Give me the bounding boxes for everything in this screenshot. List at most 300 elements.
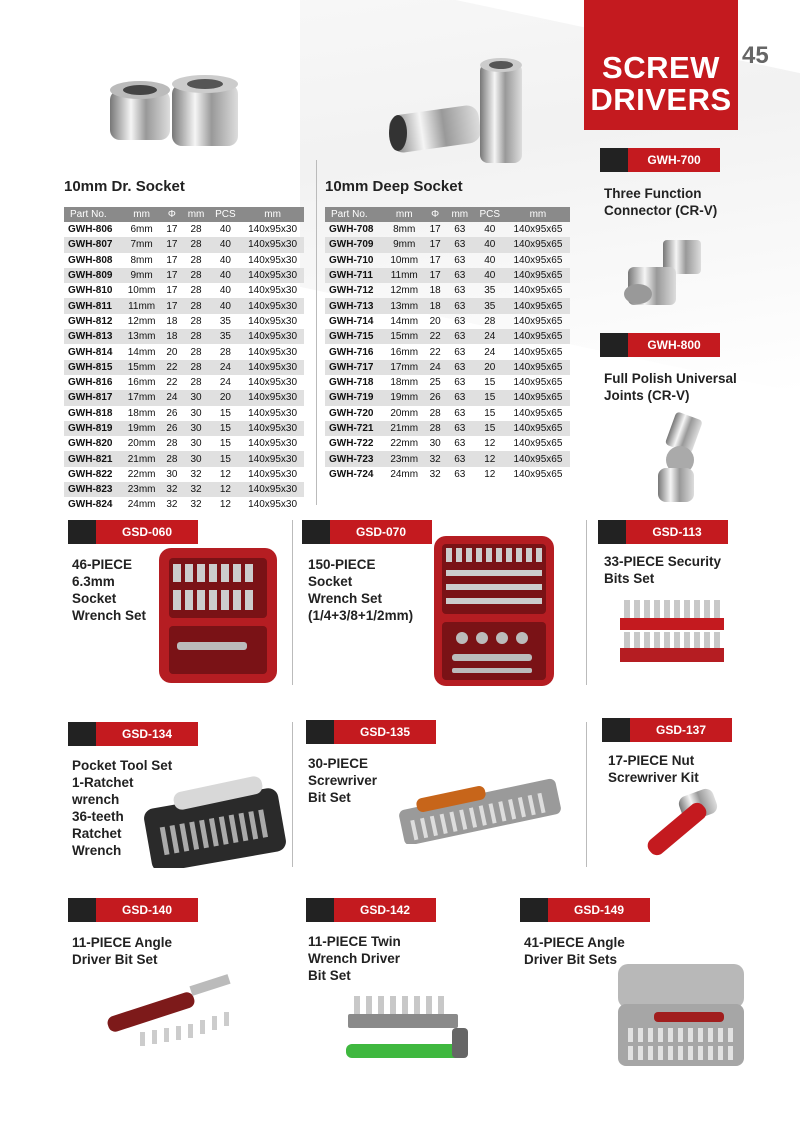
table-row — [325, 360, 570, 375]
column-header: PCS — [474, 207, 506, 222]
table-cell: 22 — [161, 360, 182, 375]
table-cell: 21mm — [122, 451, 161, 466]
part-number-cell: GWH-823 — [64, 482, 122, 497]
part-number-cell: GWH-808 — [68, 254, 113, 266]
table-cell: 63 — [446, 237, 474, 252]
table-cell: 14mm — [390, 315, 419, 327]
table-cell: 15 — [484, 377, 496, 389]
table-row — [325, 436, 570, 451]
part-number-cell: GWH-809 — [64, 268, 122, 283]
table-row — [325, 406, 570, 421]
table-cell: 21mm — [384, 421, 424, 436]
table-cell: 140x95x65 — [506, 268, 570, 283]
part-number-cell: GWH-819 — [64, 421, 122, 436]
table-cell: 32 — [182, 482, 209, 497]
table-row — [325, 390, 570, 405]
table-cell: 140x95x30 — [241, 268, 304, 283]
part-number-cell: GWH-813 — [64, 329, 122, 344]
product-code-tag: GSD-142 — [334, 898, 436, 922]
table-cell: 40 — [484, 254, 496, 266]
table-cell: 17 — [424, 268, 446, 283]
part-number-cell: GWH-814 — [68, 346, 113, 358]
table-cell: 23mm — [122, 482, 161, 497]
title-line: 150-PIECE — [308, 557, 376, 572]
title-line: Connector (CR-V) — [604, 203, 718, 218]
column-header: mm — [446, 207, 474, 222]
table-cell: 18 — [161, 329, 182, 344]
part-number-cell: GWH-715 — [325, 329, 384, 344]
table-cell: 28 — [182, 298, 209, 313]
table-cell: 32 — [429, 468, 441, 480]
product-code-tag: GSD-134 — [96, 722, 198, 746]
table-cell: 11mm — [122, 298, 161, 313]
product-code-tag: GSD-149 — [548, 898, 650, 922]
table-cell: 17 — [424, 237, 446, 252]
table-cell: 12 — [474, 451, 506, 466]
table-cell: 13mm — [384, 298, 424, 313]
title-line: Joints (CR-V) — [604, 388, 690, 403]
table-cell: 28 — [161, 451, 182, 466]
table-cell: 28 — [190, 346, 202, 358]
title-line: Screwriver — [308, 773, 378, 788]
table-cell: 140x95x65 — [506, 237, 570, 252]
socket-image — [100, 70, 250, 170]
table-cell: 140x95x65 — [506, 298, 570, 313]
product-code-tag: GSD-113 — [626, 520, 728, 544]
table-cell: 17 — [166, 285, 178, 297]
table-row — [64, 497, 304, 512]
column-header: mm — [384, 207, 424, 222]
column-header: mm — [241, 207, 304, 222]
table-cell: 18mm — [127, 407, 156, 419]
table-row — [64, 421, 304, 436]
table-cell: 9mm — [384, 237, 424, 252]
table-cell: 26 — [166, 407, 178, 419]
connector-image — [608, 232, 718, 312]
part-number-cell: GWH-719 — [325, 390, 384, 405]
column-header: PCS — [210, 207, 242, 222]
part-number-cell: GWH-821 — [64, 451, 122, 466]
table-cell: 28 — [190, 377, 202, 389]
table-row — [325, 451, 570, 466]
part-number-cell: GWH-721 — [325, 421, 384, 436]
product-title-gsd137 — [608, 752, 699, 786]
table-cell: 18 — [429, 285, 441, 297]
table-cell: 20 — [474, 360, 506, 375]
product-title-gsd142 — [308, 933, 401, 984]
table-cell: 7mm — [122, 237, 161, 252]
title-line: Bit Set — [308, 968, 351, 983]
table-cell: 32 — [424, 451, 446, 466]
table-cell: 24mm — [127, 499, 156, 511]
pocket-tool-set-image — [143, 768, 288, 868]
part-number-cell: GWH-723 — [325, 451, 384, 466]
table-row — [64, 314, 304, 329]
column-divider — [292, 722, 293, 867]
table-cell: 32 — [190, 468, 202, 480]
title-line: 46-PIECE — [72, 557, 133, 572]
table-cell: 28 — [190, 285, 202, 297]
product-title-gsd060 — [72, 556, 146, 624]
table-cell: 9mm — [122, 268, 161, 283]
table-cell: 20 — [166, 346, 178, 358]
column-divider — [586, 722, 587, 867]
table-cell: 15 — [474, 390, 506, 405]
table-cell: 140x95x30 — [241, 482, 304, 497]
table-row — [325, 237, 570, 252]
table-cell: 140x95x65 — [513, 285, 563, 297]
part-number-cell: GWH-718 — [329, 377, 374, 389]
part-number-cell: GWH-713 — [325, 298, 384, 313]
table-cell: 63 — [454, 377, 466, 389]
part-number-cell: GWH-820 — [68, 438, 113, 450]
table-cell: 140x95x65 — [506, 451, 570, 466]
table-cell: 18mm — [390, 377, 419, 389]
title-line: 30-PIECE — [308, 756, 369, 771]
table-cell: 12mm — [127, 315, 156, 327]
table-cell: 17 — [429, 224, 441, 236]
column-divider — [292, 520, 293, 685]
title-line: 17-PIECE Nut — [608, 753, 695, 768]
table-cell: 140x95x65 — [513, 254, 563, 266]
part-number-cell: GWH-711 — [325, 268, 384, 283]
table-row — [64, 375, 304, 390]
table-cell: 140x95x65 — [513, 315, 563, 327]
table-cell: 63 — [454, 285, 466, 297]
part-number-cell: GWH-714 — [329, 315, 374, 327]
product-code-tag: GSD-070 — [330, 520, 432, 544]
title-line: 41-PIECE Angle — [524, 935, 625, 950]
title-line: Wrench — [72, 843, 122, 858]
table-row — [64, 253, 304, 268]
table-cell: 8mm — [393, 224, 416, 236]
title-line: 11-PIECE Angle — [72, 935, 173, 950]
table-cell: 24mm — [390, 468, 419, 480]
table-cell: 40 — [210, 268, 242, 283]
table-cell: 15 — [219, 407, 231, 419]
table-cell: 140x95x30 — [241, 329, 304, 344]
part-number-cell: GWH-709 — [325, 237, 384, 252]
table-cell: 30 — [190, 438, 202, 450]
table-cell: 15 — [484, 407, 496, 419]
part-number-cell: GWH-708 — [329, 224, 374, 236]
product-code-tag: GSD-140 — [96, 898, 198, 922]
table-cell: 63 — [446, 451, 474, 466]
table-cell: 140x95x65 — [513, 224, 563, 236]
title-line: 6.3mm — [72, 574, 115, 589]
table-cell: 30 — [182, 451, 209, 466]
table-row — [325, 421, 570, 436]
product-title-gwh800 — [604, 370, 737, 404]
column-header: Part No. — [325, 207, 384, 222]
table-cell: 10mm — [390, 254, 419, 266]
title-line: Three Function — [604, 186, 702, 201]
socket-spec-table — [64, 207, 304, 513]
table-cell: 140x95x65 — [513, 468, 563, 480]
table-cell: 26 — [161, 421, 182, 436]
part-number-cell: GWH-724 — [329, 468, 374, 480]
table-row — [64, 222, 304, 237]
column-header: Φ — [424, 207, 446, 222]
table-cell: 24 — [219, 377, 231, 389]
table-cell: 26 — [424, 390, 446, 405]
table-row — [64, 406, 304, 421]
table-cell: 140x95x30 — [241, 360, 304, 375]
table-row — [64, 390, 304, 405]
product-title-gsd140 — [72, 934, 172, 968]
title-line: 36-teeth — [72, 809, 124, 824]
table-cell: 63 — [454, 407, 466, 419]
table-cell: 140x95x30 — [248, 438, 298, 450]
table-cell: 32 — [161, 482, 182, 497]
table-cell: 24 — [484, 346, 496, 358]
table-cell: 12 — [219, 499, 231, 511]
table-cell: 140x95x30 — [241, 421, 304, 436]
table-cell: 15 — [474, 421, 506, 436]
column-header: mm — [182, 207, 209, 222]
table-cell: 63 — [446, 268, 474, 283]
table-cell: 30 — [182, 421, 209, 436]
title-line: Ratchet — [72, 826, 122, 841]
nut-screwdriver-image — [630, 786, 730, 866]
table-cell: 13mm — [122, 329, 161, 344]
title-line: Screwriver Kit — [608, 770, 699, 785]
table-cell: 40 — [219, 224, 231, 236]
table-cell: 140x95x65 — [513, 407, 563, 419]
table-cell: 24 — [474, 329, 506, 344]
table-row — [325, 467, 570, 482]
title-line: 1-Ratchet — [72, 775, 134, 790]
table-row — [64, 467, 304, 482]
table-cell: 140x95x30 — [248, 468, 298, 480]
title-line: Wrench Set — [308, 591, 383, 606]
table-cell: 12 — [210, 482, 242, 497]
table-cell: 24 — [161, 390, 182, 405]
table-row — [64, 329, 304, 344]
table-header-row — [64, 207, 304, 222]
title-line: Wrench Set — [72, 608, 147, 623]
table-cell: 6mm — [130, 224, 153, 236]
table-cell: 11mm — [384, 268, 424, 283]
title-line: Bit Set — [308, 790, 351, 805]
product-title-gsd135 — [308, 755, 377, 806]
part-number-cell: GWH-811 — [64, 298, 122, 313]
table-cell: 40 — [210, 298, 242, 313]
table-cell: 63 — [446, 298, 474, 313]
title-line: 33-PIECE Security — [604, 554, 722, 569]
table-cell: 28 — [166, 438, 178, 450]
table-cell: 28 — [182, 360, 209, 375]
table-cell: 140x95x30 — [241, 298, 304, 313]
table-cell: 16mm — [390, 346, 419, 358]
table-cell: 12 — [219, 468, 231, 480]
table-cell: 12 — [484, 438, 496, 450]
table-cell: 28 — [484, 315, 496, 327]
table-cell: 140x95x30 — [241, 390, 304, 405]
table-cell: 35 — [474, 298, 506, 313]
title-line: (1/4+3/8+1/2mm) — [308, 608, 414, 623]
table-cell: 16mm — [127, 377, 156, 389]
product-code-tag: GSD-135 — [334, 720, 436, 744]
table-cell: 28 — [429, 407, 441, 419]
table-row — [64, 268, 304, 283]
table-cell: 40 — [474, 237, 506, 252]
table-cell: 18 — [166, 315, 178, 327]
table-cell: 40 — [210, 237, 242, 252]
column-header: Part No. — [64, 207, 122, 222]
table-cell: 140x95x30 — [248, 377, 298, 389]
table-cell: 20 — [429, 315, 441, 327]
table-cell: 35 — [210, 329, 242, 344]
part-number-cell: GWH-818 — [68, 407, 113, 419]
table-cell: 140x95x30 — [248, 224, 298, 236]
table-cell: 63 — [446, 329, 474, 344]
table-row — [325, 344, 570, 359]
table-cell: 35 — [219, 315, 231, 327]
table-cell: 8mm — [130, 254, 153, 266]
twin-wrench-driver-image — [340, 992, 475, 1072]
product-title-gsd113 — [604, 553, 721, 587]
table-cell: 20mm — [390, 407, 419, 419]
table-cell: 140x95x65 — [506, 390, 570, 405]
angle-driver-bit-sets-image — [614, 960, 749, 1070]
table-cell: 17 — [161, 237, 182, 252]
table-row — [325, 222, 570, 237]
part-number-cell: GWH-720 — [329, 407, 374, 419]
title-line: Full Polish Universal — [604, 371, 737, 386]
product-code-tag: GSD-137 — [630, 718, 732, 742]
column-header: mm — [506, 207, 570, 222]
product-title-gsd149 — [524, 934, 625, 968]
table-row — [64, 360, 304, 375]
table-row — [64, 436, 304, 451]
table-cell: 22 — [429, 346, 441, 358]
part-number-cell: GWH-812 — [68, 315, 113, 327]
title-line: Pocket Tool Set — [72, 758, 173, 773]
deep-socket-image — [380, 55, 550, 165]
table-cell: 17 — [161, 268, 182, 283]
table-row — [64, 237, 304, 252]
table-cell: 35 — [484, 285, 496, 297]
table-cell: 140x95x65 — [513, 377, 563, 389]
table-cell: 24 — [424, 360, 446, 375]
table-cell: 22 — [166, 377, 178, 389]
table-cell: 63 — [454, 438, 466, 450]
part-number-cell: GWH-815 — [64, 360, 122, 375]
product-title-gsd070 — [308, 556, 413, 624]
table-cell: 32 — [190, 499, 202, 511]
part-number-cell: GWH-710 — [329, 254, 374, 266]
table-cell: 22 — [424, 329, 446, 344]
table-cell: 12mm — [390, 285, 419, 297]
title-line: Driver Bit Set — [72, 952, 158, 967]
table-cell: 28 — [190, 224, 202, 236]
table-row — [64, 283, 304, 298]
product-title-gwh700 — [604, 185, 717, 219]
table-cell: 30 — [182, 390, 209, 405]
table-row — [325, 253, 570, 268]
table-cell: 23mm — [384, 451, 424, 466]
column-divider — [586, 520, 587, 685]
table-cell: 63 — [446, 421, 474, 436]
table-cell: 63 — [454, 315, 466, 327]
table-cell: 28 — [182, 329, 209, 344]
table-cell: 140x95x30 — [248, 315, 298, 327]
table-cell: 40 — [474, 268, 506, 283]
table-cell: 140x95x65 — [506, 421, 570, 436]
table-cell: 15mm — [122, 360, 161, 375]
table-cell: 10mm — [127, 285, 156, 297]
table-cell: 140x95x30 — [248, 407, 298, 419]
table-row — [325, 298, 570, 313]
table-cell: 12 — [484, 468, 496, 480]
table-cell: 17 — [161, 298, 182, 313]
column-header: mm — [122, 207, 161, 222]
table-row — [64, 298, 304, 313]
product-code-tag: GWH-700 — [628, 148, 720, 172]
table-cell: 30 — [166, 468, 178, 480]
table-cell: 15 — [210, 421, 242, 436]
table-cell: 17mm — [384, 360, 424, 375]
column-divider — [316, 160, 317, 505]
column-header: Φ — [161, 207, 182, 222]
table-cell: 15 — [219, 438, 231, 450]
table-cell: 63 — [454, 224, 466, 236]
title-line-2: DRIVERS — [590, 82, 732, 117]
table-cell: 140x95x30 — [248, 254, 298, 266]
socket-set-case-image — [432, 530, 558, 690]
title-line: wrench — [72, 792, 120, 807]
title-line-1: SCREW — [602, 50, 720, 85]
page-number: 45 — [742, 42, 769, 69]
table-cell: 17 — [429, 254, 441, 266]
universal-joint-image — [640, 410, 720, 505]
part-number-cell: GWH-717 — [325, 360, 384, 375]
table-cell: 140x95x65 — [506, 360, 570, 375]
table-cell: 140x95x30 — [248, 346, 298, 358]
table-row — [325, 268, 570, 283]
table-header-row — [325, 207, 570, 222]
table-cell: 17 — [166, 254, 178, 266]
table-cell: 19mm — [122, 421, 161, 436]
table-cell: 140x95x30 — [248, 285, 298, 297]
table-cell: 20 — [210, 390, 242, 405]
deep-socket-section-title: 10mm Deep Socket — [325, 178, 463, 195]
table-row — [325, 375, 570, 390]
product-code-tag: GWH-800 — [628, 333, 720, 357]
table-cell: 24 — [210, 360, 242, 375]
deep-socket-spec-table — [325, 207, 570, 482]
table-cell: 63 — [454, 346, 466, 358]
table-cell: 140x95x65 — [513, 438, 563, 450]
table-cell: 30 — [190, 407, 202, 419]
table-cell: 18 — [424, 298, 446, 313]
table-cell: 63 — [446, 360, 474, 375]
table-cell: 15 — [210, 451, 242, 466]
part-number-cell: GWH-716 — [329, 346, 374, 358]
table-cell: 28 — [424, 421, 446, 436]
table-row — [64, 451, 304, 466]
table-cell: 63 — [454, 468, 466, 480]
table-cell: 28 — [190, 315, 202, 327]
part-number-cell: GWH-824 — [68, 499, 113, 511]
table-cell: 140x95x30 — [248, 499, 298, 511]
part-number-cell: GWH-807 — [64, 237, 122, 252]
table-cell: 19mm — [384, 390, 424, 405]
angle-driver-bit-set-image — [100, 970, 250, 1060]
part-number-cell: GWH-810 — [68, 285, 113, 297]
table-cell: 20mm — [127, 438, 156, 450]
